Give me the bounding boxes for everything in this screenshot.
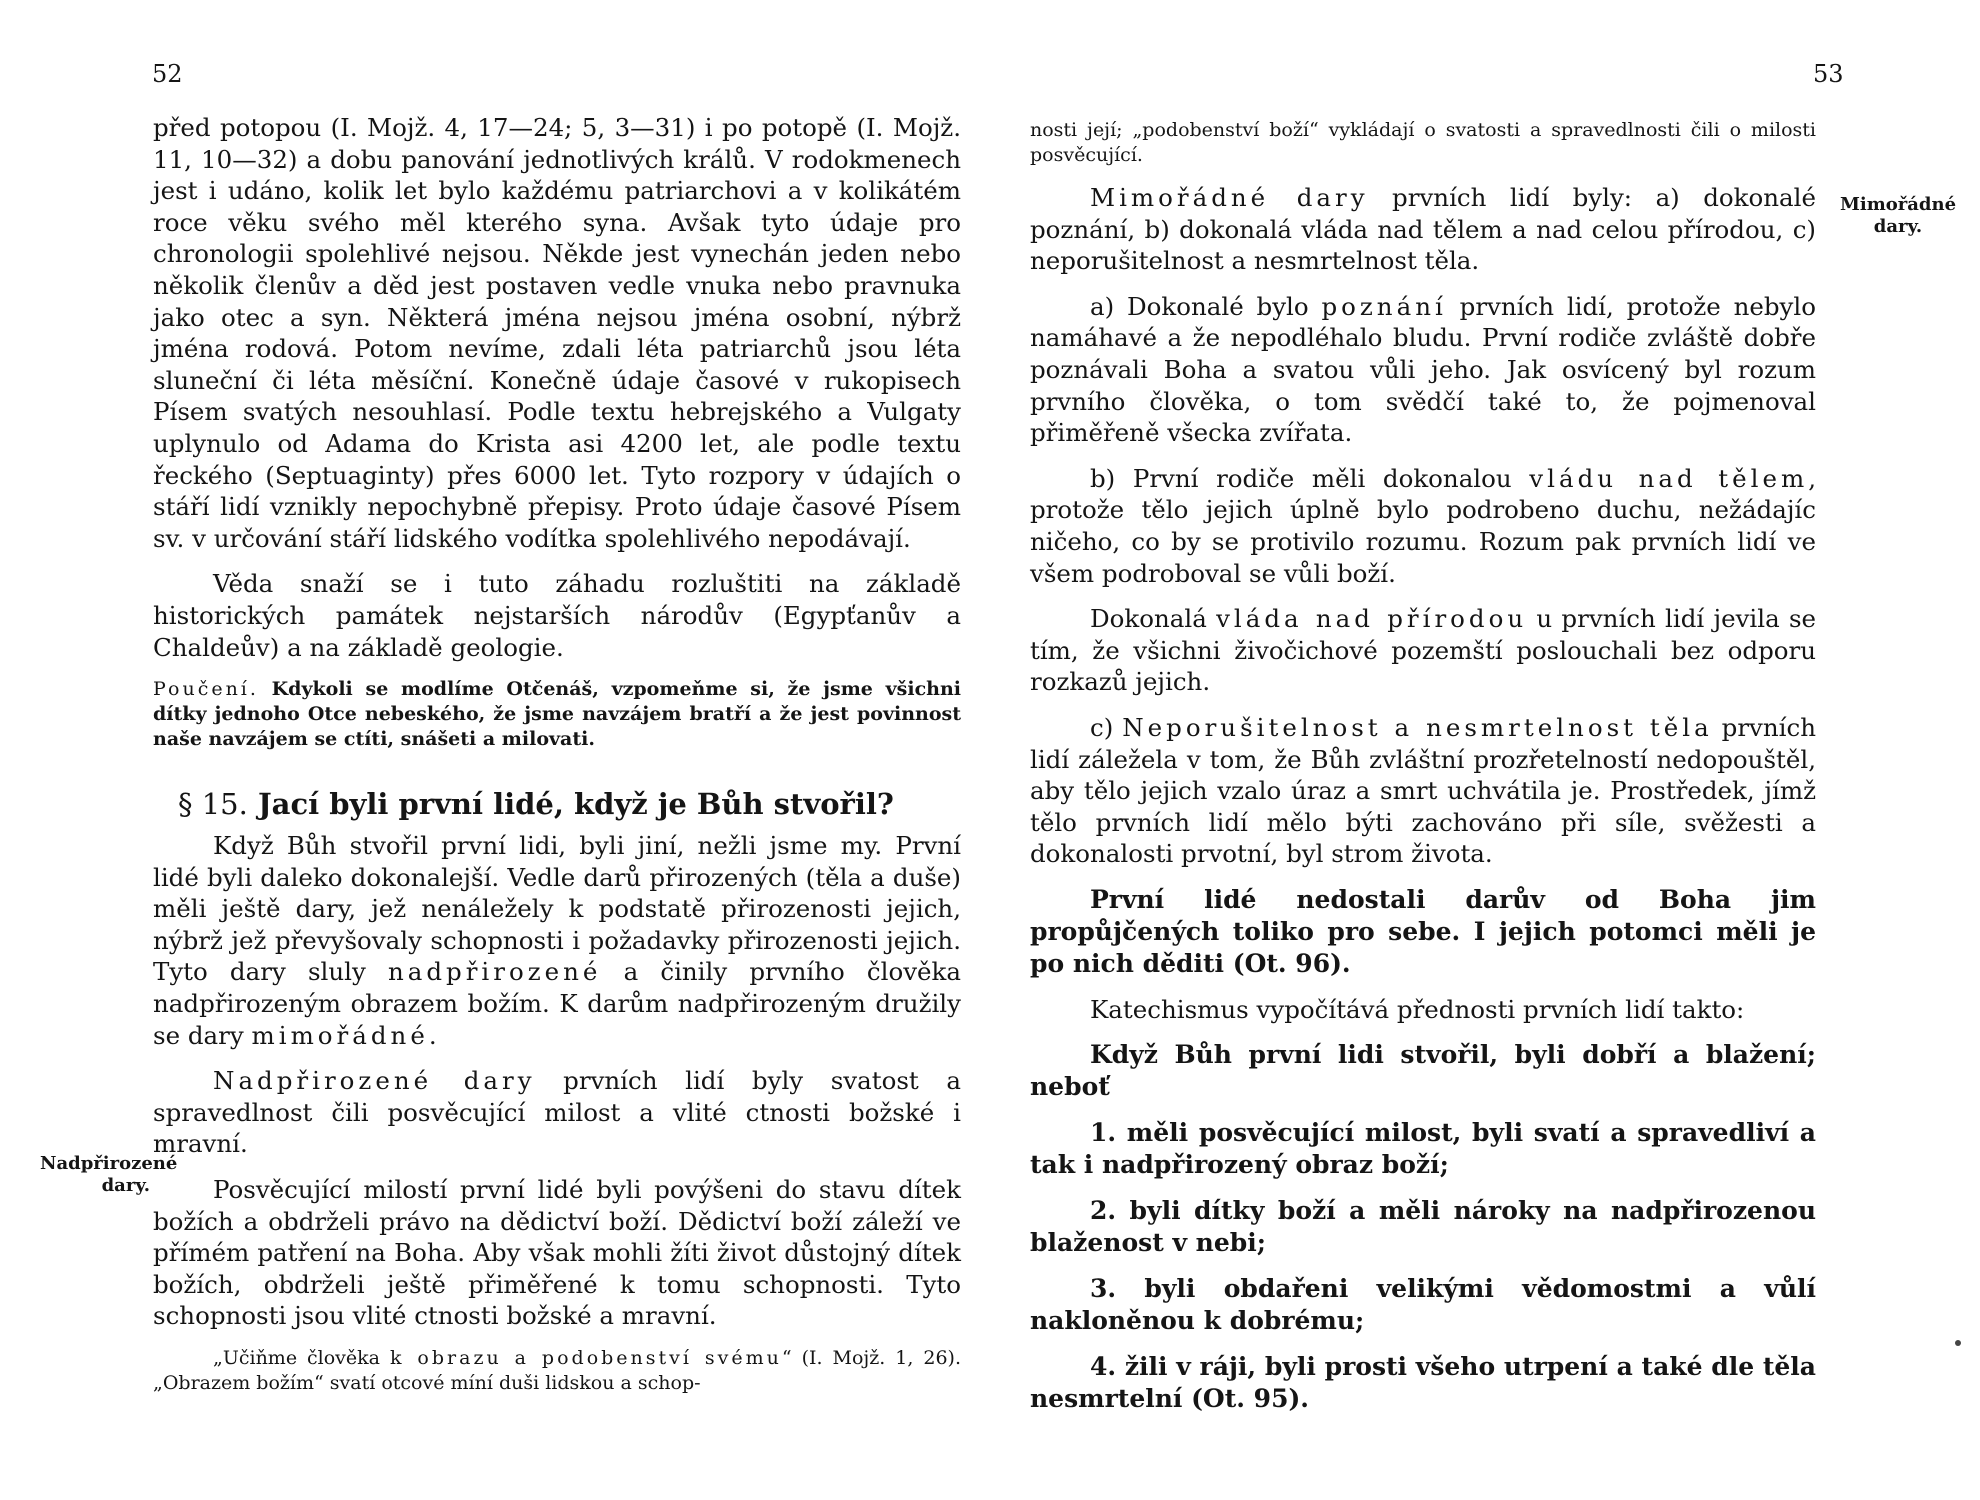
spaced-term: k obrazu a podobenství svému <box>389 1347 782 1369</box>
text-span: Když Bůh stvořil první lidi, byli jiní, nežli jsme my. První lidé byli daleko dokonalejší. Vedle darů přirozených (těla a duše) měli ještě dary, jež nenáležely k podstatě přirozenosti jejich, nýbrž jež převyšovaly schopnosti i požadavky přirozenosti jejich. Tyto dary sluly <box>153 831 961 987</box>
paragraph: Katechismus vypočítává přednosti prvních lidí takto: <box>1090 994 1745 1024</box>
text-column <box>1030 118 1816 1429</box>
text-span: prvních lidí záležela v tom, že Bůh zvláštní prozřetelností nedopouštěl, aby tělo jejich vzalo úraz a smrt uchvátila je. Prostředek, jímž tělo prvních lidí mělo býti zachováno při síle, svěžesti a dokonalosti prvotní, byl strom života. <box>1030 712 1816 869</box>
right-page <box>990 0 1980 1500</box>
spaced-term: nadpřirozené <box>387 957 602 987</box>
paragraph: Posvěcující milostí první lidé byli povýšeni do stavu dítek božích a obdrželi právo na dědictví boží. Dědictví boží záleží ve přímém patření na Boha. Aby však mohli žíti život důstojný dítek božích, obdrželi ještě přiměřené k tomu schopnosti. Tyto schopnosti jsou vlité ctnosti božské a mravní. <box>153 1175 961 1331</box>
text-span: b) První rodiče měli dokonalou <box>1090 463 1530 493</box>
paragraph <box>1030 712 1816 870</box>
paragraph <box>1030 603 1816 698</box>
paragraph: před potopou (I. Mojž. 4, 17—24; 5, 3—31) i po potopě (I. Mojž. 11, 10—32) a dobu panování jednotlivých králů. V rodokmenech jest i udáno, kolik let bylo každému patriarchovi a v kolikátém roce věku svého měl kterého syna. Avšak tyto údaje pro chronologii spolehlivé nejsou. Někde jest vynechán jeden nebo několik členův a děd jest postaven vedle vnuka nebo pravnuka jako otec a syn. Některá jména nejsou jména osobní, nýbrž jména rodová. Potom nevíme, zdali léta patriarchů jsou léta sluneční či léta měsíční. Konečně údaje časové v rukopisech Písem svatých nesouhlasí. Podle textu hebrejského a Vulgaty uplynulo od Adama do Krista asi 4200 let, ale podle textu řeckého (Septuaginty) přes 6000 let. Tyto rozpory v údajích o stáří lidí vznikly nepochybně přepisy. Proto údaje časové Písem sv. v určování stáří lidského vodítka spolehlivého nepodávají. <box>153 113 961 553</box>
spaced-term: vláda nad přírodou <box>1216 604 1528 634</box>
text-span: c) <box>1090 712 1123 742</box>
paragraph <box>153 830 961 1051</box>
bold-paragraph: První lidé nedostali darův od Boha jim propůjčených toliko pro sebe. I jejich potomci měli je po nich děditi (Ot. 96). <box>1030 884 1816 978</box>
paragraph <box>1030 182 1816 277</box>
text-span: , protože tělo jejich úplně bylo podrobeno duchu, nežádajíc ničeho, co by se protivilo rozumu. Rozum pak prvních lidí ve všem podroboval se vůli boží. <box>1030 463 1817 588</box>
section-number: § 15. <box>178 787 248 822</box>
page-number: 52 <box>152 60 183 88</box>
text-span: prvních lidí, protože nebylo namáhavé a že nepodléhalo bludu. První rodiče zvláště dobře poznávali Boha a svatou vůli jeho. Jak osvícený byl rozum prvního člověka, o tom svědčí také to, že pojmenoval přiměřeně všecka zvířata. <box>1030 291 1816 448</box>
spaced-term: vládu nad tělem <box>1529 463 1809 493</box>
list-item: 1. měli posvěcující milost, byli svatí a spravedliví a tak i nadpřirozený obraz boží; <box>1030 1118 1816 1180</box>
text-span: . <box>428 1020 437 1050</box>
margin-note: Mimořádné dary. <box>1839 194 1957 237</box>
note-paragraph <box>153 677 961 752</box>
spaced-term: Neporušitelnost a nesmrtelnost těla <box>1122 712 1713 742</box>
text-span: a) Dokonalé bylo <box>1090 291 1322 321</box>
paragraph <box>1030 463 1816 589</box>
spaced-term: mimořádné <box>251 1020 429 1050</box>
spaced-term: Mimořádné dary <box>1090 183 1369 212</box>
section-heading <box>153 786 961 822</box>
spaced-term: poznání <box>1321 291 1447 321</box>
note-label: Poučení. <box>153 678 259 701</box>
list-item: 3. byli obdařeni velikými vědomostmi a vůlí nakloněnou k dobrému; <box>1030 1274 1816 1336</box>
text-span: “ (I. Mojž. 1, 26). „Obrazem božím“ svatí otcové míní duši lidskou a schop- <box>153 1347 961 1394</box>
text-span: „Učiňme člověka <box>213 1347 390 1369</box>
paragraph <box>1030 291 1816 449</box>
text-span: prvních lidí byly svatost a spravedlnost čili posvěcující milost a vlité ctnosti božské i mravní. <box>153 1066 961 1159</box>
section-title: Jací byli první lidé, když je Bůh stvořil? <box>247 787 894 822</box>
paragraph <box>153 1065 961 1160</box>
margin-note: Nadpřirozené dary. <box>40 1153 178 1196</box>
page-number: 53 <box>1813 60 1844 88</box>
text-column <box>153 112 961 1410</box>
quote-paragraph <box>153 1346 961 1396</box>
text-span: Dokonalá <box>1090 604 1217 634</box>
list-item: 2. byli dítky boží a měli nároky na nadpřirozenou blaženost v nebi; <box>1030 1196 1816 1258</box>
paragraph: Věda snaží se i tuto záhadu rozluštiti na základě historických památek nejstarších národův (Egypťanův a Chaldeův) a na základě geologie. <box>153 569 961 662</box>
note-text: Kdykoli se modlíme Otčenáš, vzpomeňme si, že jsme všichni dítky jednoho Otce nebeského, že jsme navzájem bratří a že jest povinnost naše navzájem se ctíti, snášeti a milovati. <box>153 678 961 751</box>
scan-speck <box>1955 1340 1961 1346</box>
text-span: prvních lidí byly: a) dokonalé poznání, b) dokonalá vláda nad tělem a nad celou přírodou, c) neporušitelnost a nesmrtelnost těla. <box>1030 183 1816 276</box>
paragraph: nosti její; „podobenství boží“ vykládají o svatosti a spravedlnosti čili o milosti posvěcující. <box>1030 119 1816 166</box>
spaced-term: Nadpřirozené dary <box>213 1066 536 1096</box>
list-item: 4. žili v ráji, byli prosti všeho utrpení a také dle těla nesmrtelní (Ot. 95). <box>1030 1352 1816 1414</box>
text-span: u prvních lidí jevila se tím, že všichni živočichové pozemští poslouchali bez odporu rozkazů jejich. <box>1030 604 1817 697</box>
text-span: a činily prvního člověka nadpřirozeným obrazem božím. K darům nadpřirozeným družily se dary <box>153 957 961 1050</box>
bold-paragraph: Když Bůh první lidi stvořil, byli dobří a blažení; neboť <box>1030 1040 1816 1102</box>
